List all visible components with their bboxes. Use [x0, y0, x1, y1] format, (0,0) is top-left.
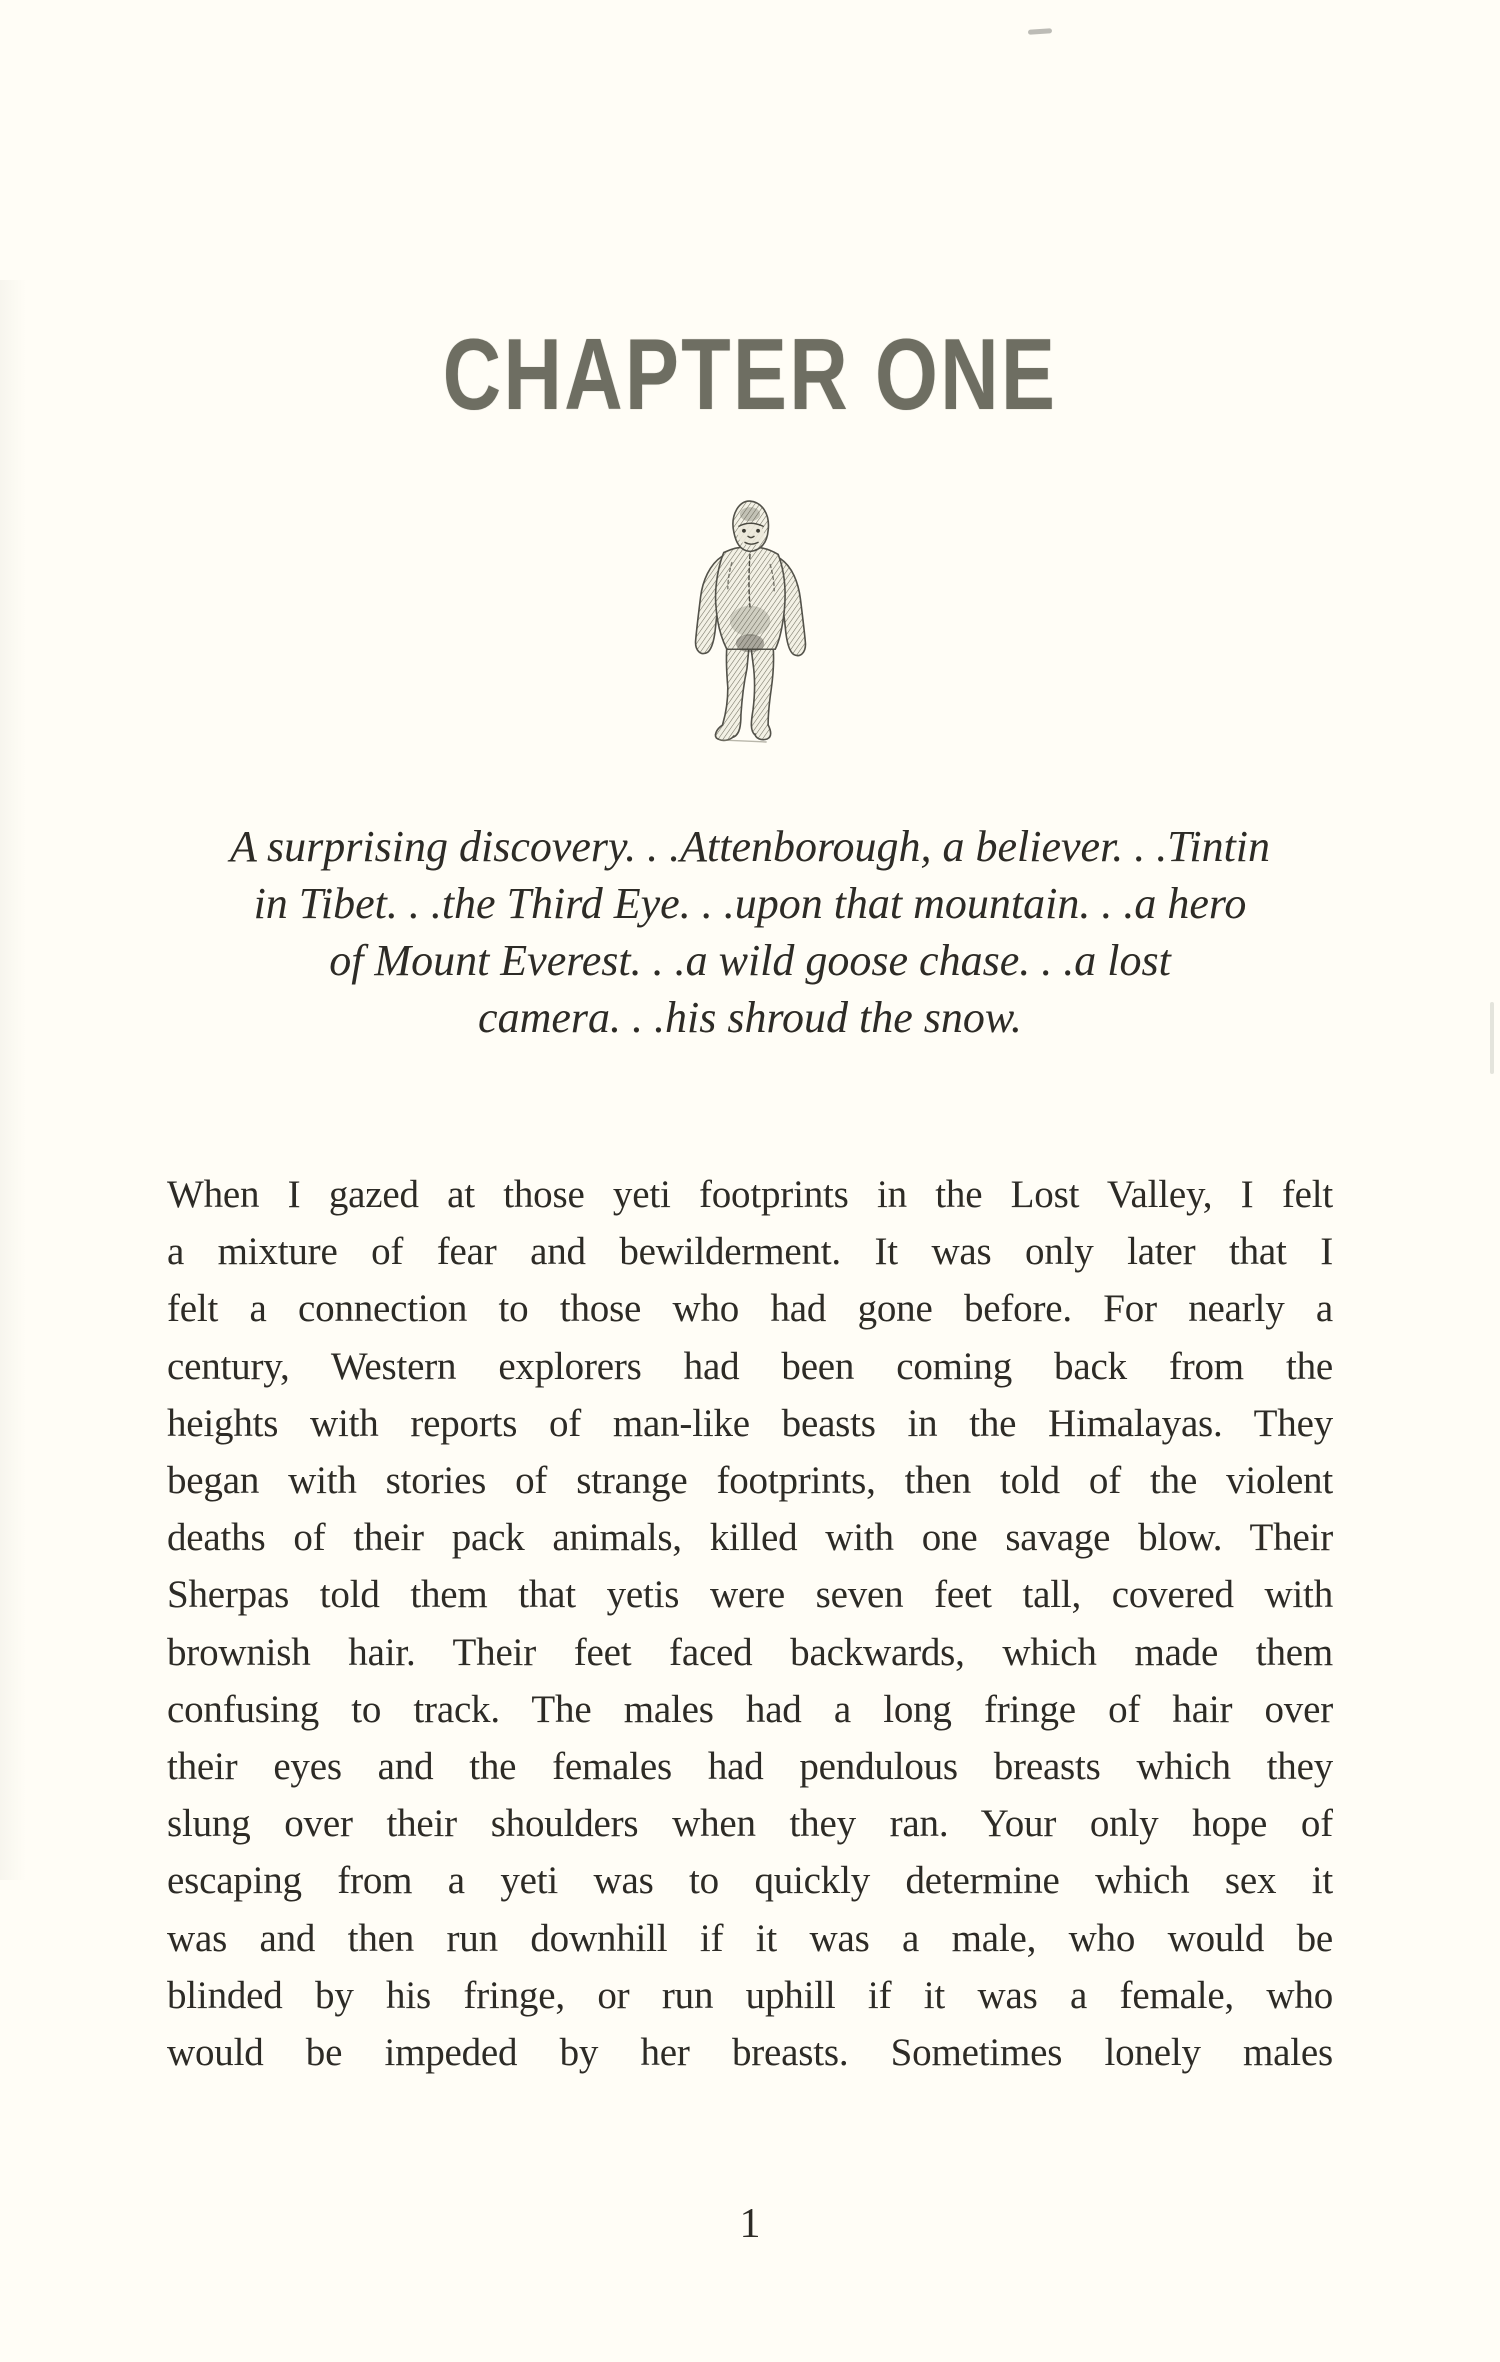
body-line: brownish hair. Their feet faced backwards, which made them	[167, 1630, 1333, 1674]
chapter-summary	[0, 818, 1500, 1046]
scan-artifact-dash	[1028, 28, 1052, 35]
body-line: When I gazed at those yeti footprints in the Lost Valley, I felt	[167, 1173, 1333, 1216]
body-line: would be impeded by her breasts. Sometimes lonely males	[167, 2031, 1333, 2075]
summary-line: camera. . .his shroud the snow.	[478, 993, 1022, 1042]
yeti-sketch-svg	[669, 492, 831, 744]
body-line: their eyes and the females had pendulous breasts which they	[167, 1745, 1333, 1789]
summary-line: of Mount Everest. . .a wild goose chase. . .a lost	[329, 936, 1171, 985]
body-line: blinded by his fringe, or run uphill if it was a female, who	[167, 1973, 1333, 2017]
body-line: began with stories of strange footprints, then told of the violent	[167, 1459, 1333, 1503]
body-text	[167, 1166, 1333, 2081]
body-line: felt a connection to those who had gone before. For nearly a	[167, 1287, 1333, 1331]
body-line: escaping from a yeti was to quickly determine which sex it	[167, 1859, 1333, 1903]
yeti-illustration	[669, 492, 831, 744]
scan-shadow	[0, 280, 26, 1880]
summary-line: in Tibet. . .the Third Eye. . .upon that mountain. . .a hero	[253, 879, 1247, 928]
body-line: deaths of their pack animals, killed with one savage blow. Their	[167, 1516, 1333, 1560]
body-line: was and then run downhill if it was a male, who would be	[167, 1916, 1333, 1960]
body-line: heights with reports of man-like beasts in the Himalayas. They	[167, 1401, 1333, 1445]
summary-line: A surprising discovery. . .Attenborough, a believer. . .Tintin	[229, 822, 1271, 871]
page-number: 1	[739, 2201, 761, 2247]
body-line: a mixture of fear and bewilderment. It was only later that I	[167, 1230, 1333, 1274]
body-line: Sherpas told them that yetis were seven feet tall, covered with	[167, 1573, 1333, 1617]
chapter-title: CHAPTER ONE	[442, 319, 1058, 431]
body-line: confusing to track. The males had a long fringe of hair over	[167, 1687, 1333, 1731]
body-line: century, Western explorers had been coming back from the	[167, 1344, 1333, 1388]
body-line: slung over their shoulders when they ran. Your only hope of	[167, 1802, 1333, 1846]
